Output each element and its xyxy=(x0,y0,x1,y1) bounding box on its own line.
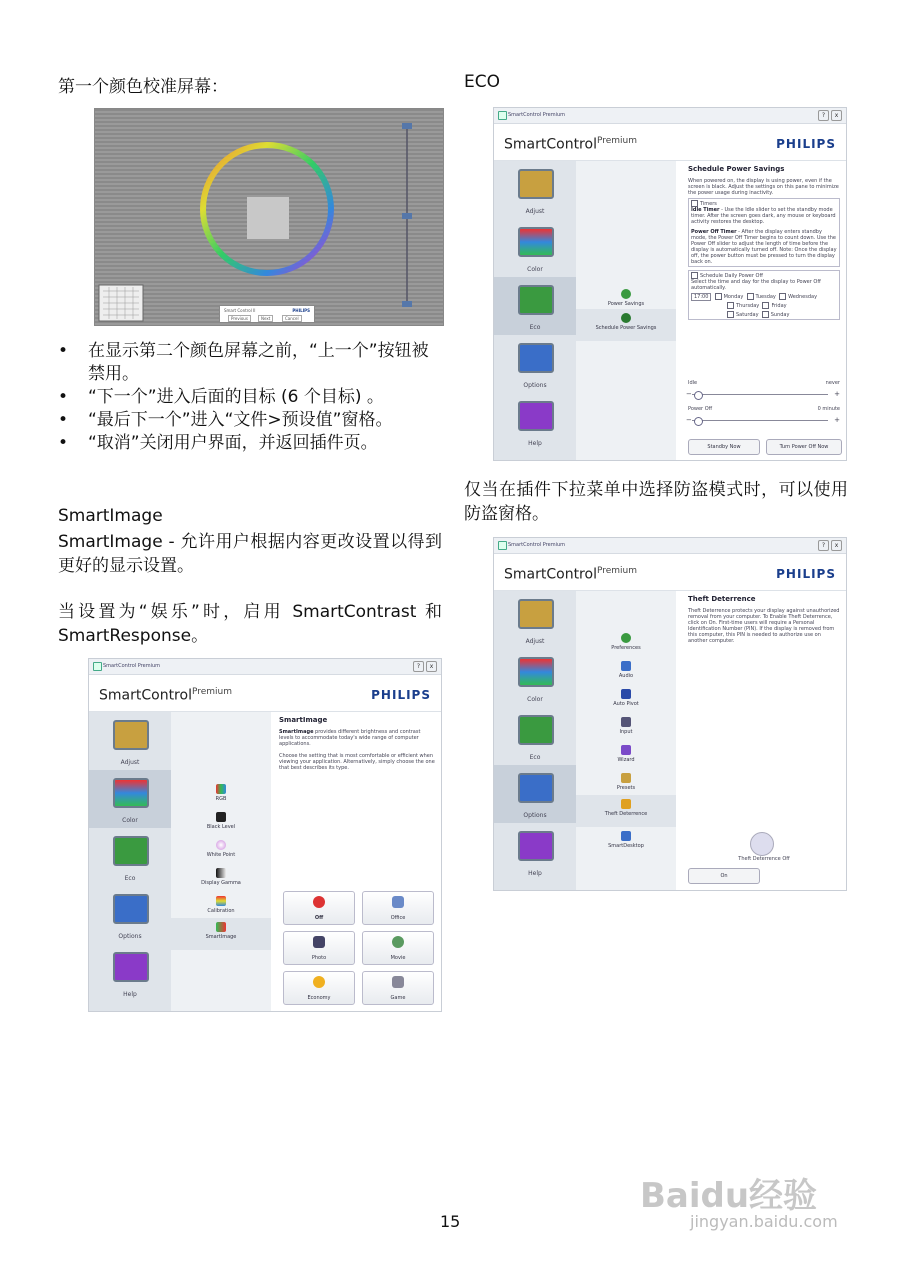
smartimage-icon xyxy=(216,922,226,932)
gamepad-icon xyxy=(392,976,404,988)
help-button[interactable]: ? xyxy=(413,661,424,672)
leaf-icon xyxy=(113,836,149,866)
eco-window xyxy=(493,107,847,461)
menu-item-power-savings[interactable]: Power Savings xyxy=(576,289,676,307)
watermark-url: jingyan.baidu.com xyxy=(690,1212,838,1231)
brand-name: SmartControl$^{Premium}$ xyxy=(99,687,233,704)
gear-icon xyxy=(518,343,554,373)
preset-off-button[interactable]: Off xyxy=(283,891,355,925)
turn-power-off-now-button[interactable]: Turn Power Off Now xyxy=(766,439,842,455)
menu-item-wizard[interactable]: Wizard xyxy=(576,745,676,763)
menu-item-rgb[interactable]: RGB xyxy=(171,784,271,802)
close-button[interactable]: x xyxy=(426,661,437,672)
gear-icon xyxy=(518,773,554,803)
app-header xyxy=(494,124,846,161)
eco-heading: ECO xyxy=(464,72,500,92)
close-button[interactable]: x xyxy=(831,110,842,121)
sidebar-item-adjust[interactable]: Adjust xyxy=(494,591,576,649)
wizard-icon xyxy=(621,745,631,755)
day-checkbox[interactable]: Wednesday xyxy=(788,294,818,300)
calibration-dialog-title: Smart Control II xyxy=(224,308,256,313)
calibration-dialog-brand: PHILIPS xyxy=(292,308,310,313)
smartimage-panel xyxy=(279,717,435,771)
black-level-icon xyxy=(216,812,226,822)
day-checkbox[interactable]: Thursday xyxy=(736,303,760,309)
menu-item-smartdesktop[interactable]: SmartDesktop xyxy=(576,831,676,849)
sub-menu xyxy=(576,591,676,890)
lock-icon xyxy=(621,799,631,809)
idle-label: Idle xyxy=(688,380,698,386)
day-checkbox[interactable]: Saturday xyxy=(736,312,759,318)
days-row xyxy=(691,311,837,318)
rgb-icon xyxy=(216,784,226,794)
watermark-brand: Baidu经验 xyxy=(640,1176,818,1216)
calibration-dialog xyxy=(219,305,315,323)
help-icon xyxy=(518,831,554,861)
menu-item-smartimage[interactable]: SmartImage xyxy=(171,918,271,950)
theft-status: Theft Deterrence Off xyxy=(738,856,790,862)
menu-item-input[interactable]: Input xyxy=(576,717,676,735)
help-icon xyxy=(518,401,554,431)
pivot-icon xyxy=(621,689,631,699)
speaker-icon xyxy=(621,661,631,671)
bullet-item: • “取消”关闭用户界面，并返回插件页。 xyxy=(58,432,442,455)
power-off-slider-group xyxy=(688,406,840,412)
preset-economy-button[interactable]: Economy xyxy=(283,971,355,1005)
power-off-slider[interactable]: − + xyxy=(686,416,840,424)
title-bar xyxy=(89,659,441,675)
timers-group xyxy=(688,198,840,267)
menu-item-display-gamma[interactable]: Display Gamma xyxy=(171,868,271,886)
input-icon xyxy=(621,717,631,727)
adjust-icon xyxy=(113,720,149,750)
philips-logo: PHILIPS xyxy=(776,137,836,151)
adjust-icon xyxy=(518,169,554,199)
schedule-checkbox[interactable]: Schedule Daily Power Off xyxy=(691,272,837,279)
menu-item-black-level[interactable]: Black Level xyxy=(171,812,271,830)
sidebar-item-color[interactable]: Color xyxy=(494,649,576,707)
days-row xyxy=(691,293,837,300)
sidebar xyxy=(494,591,576,890)
panel-description: When powered on, the display is using power, even if the screen is black. Adjust the settings on this pane to minimize the power usage during inactivity. xyxy=(688,178,839,196)
leaf-icon xyxy=(518,715,554,745)
schedule-description: Select the time and day for the display to Power Off automatically. xyxy=(691,279,821,291)
timers-checkbox[interactable]: Timers xyxy=(691,200,837,207)
sidebar-item-color[interactable]: Color xyxy=(494,219,576,277)
standby-now-button[interactable]: Standby Now xyxy=(688,439,760,455)
sidebar-item-help[interactable]: Help xyxy=(494,823,576,881)
sidebar-item-options[interactable]: Options xyxy=(494,765,576,823)
help-button[interactable]: ? xyxy=(818,540,829,551)
day-checkbox[interactable]: Tuesday xyxy=(755,294,776,300)
white-point-icon xyxy=(216,840,226,850)
sidebar-item-color[interactable]: Color xyxy=(89,770,171,828)
cancel-button[interactable]: Cancel xyxy=(282,315,302,322)
panel-description: Theft Deterrence protects your display against unauthorized removal from your computer. To Enable Theft Deterrence, click on On. First-time users will require a Personal Identification Number (PIN). If the display is removed from this computer, this PIN is needed to authorize use on another computer. xyxy=(688,608,840,644)
idle-slider[interactable]: − + xyxy=(686,390,840,398)
smartimage-heading: SmartImage xyxy=(58,506,163,526)
photo-icon xyxy=(313,936,325,948)
brand-name: SmartControl$^{Premium}$ xyxy=(504,136,638,153)
sidebar-item-eco[interactable]: Eco xyxy=(494,707,576,765)
office-icon xyxy=(392,896,404,908)
close-button[interactable]: x xyxy=(831,540,842,551)
app-icon xyxy=(498,541,507,550)
power-off-value: 0 minute xyxy=(817,406,840,412)
smartimage-window xyxy=(88,658,442,1012)
day-checkbox[interactable]: Monday xyxy=(723,294,744,300)
menu-item-preferences[interactable]: Preferences xyxy=(576,633,676,651)
movie-icon xyxy=(392,936,404,948)
gamma-icon xyxy=(216,868,226,878)
app-header xyxy=(494,554,846,591)
entertainment-paragraph: 当设置为“娱乐”时，启用 SmartContrast 和 SmartResponse。 xyxy=(58,602,442,646)
sidebar xyxy=(89,712,171,1011)
day-checkbox[interactable]: Friday xyxy=(771,303,787,309)
app-header xyxy=(89,675,441,712)
menu-item-theft-deterrence[interactable]: Theft Deterrence xyxy=(576,795,676,827)
theft-paragraph: 仅当在插件下拉菜单中选择防盗模式时，可以使用防盗窗格。 xyxy=(464,480,848,524)
help-button[interactable]: ? xyxy=(818,110,829,121)
power-off-timer-text: Power Off Timer - After the display enters standby mode, the Power Off Timer begins to count down. Use the Power Off slider to adjust the length of time before the display is automatically turned off. Note: Once the display off, the power button must be pressed to turn the display back on. xyxy=(691,229,837,265)
idle-slider-group xyxy=(688,380,840,386)
window-title: SmartControl Premium xyxy=(508,112,566,118)
menu-item-schedule-power-savings[interactable]: Schedule Power Savings xyxy=(576,309,676,341)
sub-menu xyxy=(576,161,676,460)
sidebar-item-adjust[interactable]: Adjust xyxy=(494,161,576,219)
sub-menu xyxy=(171,712,271,1011)
leaf-icon xyxy=(621,289,631,299)
sidebar-item-help[interactable]: Help xyxy=(494,393,576,451)
days-row xyxy=(691,302,837,309)
bullet-item: • “下一个”进入后面的目标 (6 个目标) 。 xyxy=(58,386,442,409)
sidebar-item-help[interactable]: Help xyxy=(89,944,171,1002)
preset-photo-button[interactable]: Photo xyxy=(283,931,355,965)
page-number: 15 xyxy=(440,1212,461,1231)
leaf-icon xyxy=(518,285,554,315)
day-checkbox[interactable]: Sunday xyxy=(770,312,790,318)
adjust-icon xyxy=(518,599,554,629)
sidebar-item-options[interactable]: Options xyxy=(89,886,171,944)
on-button[interactable]: On xyxy=(688,868,760,884)
panel-instructions: Choose the setting that is most comfortable or efficient when viewing your application. Alternatively, simply choose the one that best describes its type. xyxy=(279,753,435,771)
theft-panel xyxy=(688,596,840,644)
calibration-bullet-list xyxy=(58,340,442,455)
sidebar-item-eco[interactable]: Eco xyxy=(89,828,171,886)
idle-timer-text: Idle Timer - Use the Idle slider to set the standby mode timer. After the screen goes dark, any mouse or keyboard activity restores the desktop. xyxy=(691,207,836,225)
power-icon xyxy=(313,896,325,908)
sun-icon xyxy=(313,976,325,988)
philips-logo: PHILIPS xyxy=(371,688,431,702)
schedule-leaf-icon xyxy=(621,313,631,323)
bullet-item: • “最后下一个”进入“文件>预设值”窗格。 xyxy=(58,409,442,432)
sidebar-item-adjust[interactable]: Adjust xyxy=(89,712,171,770)
title-bar xyxy=(494,108,846,124)
menu-item-calibration[interactable]: Calibration xyxy=(171,896,271,914)
brand-name: SmartControl$^{Premium}$ xyxy=(504,566,638,583)
calibration-screen-image xyxy=(94,108,444,326)
window-title: SmartControl Premium xyxy=(103,663,161,669)
bullet-item: • 在显示第二个颜色屏幕之前，“上一个”按钮被禁用。 xyxy=(58,340,442,386)
sidebar-item-eco[interactable]: Eco xyxy=(494,277,576,335)
time-select[interactable]: 17:00 xyxy=(691,293,711,301)
color-icon xyxy=(113,778,149,808)
menu-item-white-point[interactable]: White Point xyxy=(171,840,271,858)
color-wheel-icon xyxy=(95,109,443,325)
next-button[interactable]: Next xyxy=(258,315,273,322)
sidebar-item-options[interactable]: Options xyxy=(494,335,576,393)
panel-title: Schedule Power Savings xyxy=(688,165,785,173)
title-bar xyxy=(494,538,846,554)
power-off-label: Power Off xyxy=(688,406,713,412)
color-icon xyxy=(518,657,554,687)
preset-office-button[interactable]: Office xyxy=(362,891,434,925)
theft-deterrence-window xyxy=(493,537,847,891)
preset-game-button[interactable]: Game xyxy=(362,971,434,1005)
presets-icon xyxy=(621,773,631,783)
smartimage-paragraph: SmartImage - 允许用户根据内容更改设置以得到更好的显示设置。 xyxy=(58,532,442,576)
menu-item-presets[interactable]: Presets xyxy=(576,773,676,791)
philips-logo: PHILIPS xyxy=(776,567,836,581)
idle-value: never xyxy=(825,380,840,386)
panel-title: SmartImage xyxy=(279,716,328,724)
sidebar xyxy=(494,161,576,460)
help-icon xyxy=(113,952,149,982)
lock-status-icon xyxy=(750,832,774,856)
preferences-icon xyxy=(621,633,631,643)
calibration-icon xyxy=(216,896,226,906)
menu-item-auto-pivot[interactable]: Auto Pivot xyxy=(576,689,676,707)
smartdesktop-icon xyxy=(621,831,631,841)
preset-movie-button[interactable]: Movie xyxy=(362,931,434,965)
schedule-panel xyxy=(688,166,840,320)
color-icon xyxy=(518,227,554,257)
panel-description: SmartImage provides different brightness and contrast levels to accommodate today's wide range of computer applications. xyxy=(279,729,421,747)
calibration-heading: 第一个颜色校准屏幕： xyxy=(58,77,228,97)
schedule-group xyxy=(688,270,840,320)
previous-button[interactable]: Previous xyxy=(228,315,251,322)
window-title: SmartControl Premium xyxy=(508,542,566,548)
gear-icon xyxy=(113,894,149,924)
app-icon xyxy=(498,111,507,120)
panel-title: Theft Deterrence xyxy=(688,595,756,603)
menu-item-audio[interactable]: Audio xyxy=(576,661,676,679)
app-icon xyxy=(93,662,102,671)
